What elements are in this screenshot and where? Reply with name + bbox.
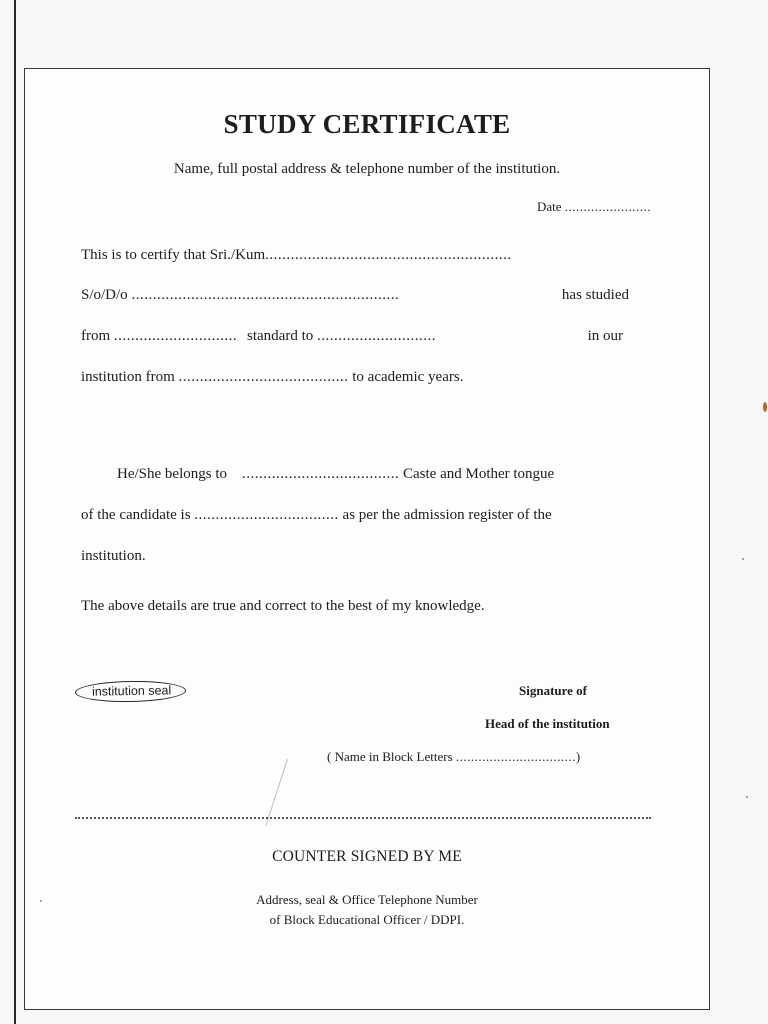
admission-register-label: as per the admission register of the — [342, 507, 552, 523]
candidate-label: of the candidate is — [81, 507, 191, 523]
in-our-text: in our — [587, 328, 623, 344]
date-field[interactable]: ....................... — [564, 199, 651, 214]
scan-speck — [763, 402, 767, 412]
caste-line — [117, 466, 554, 483]
counter-signed-heading: COUNTER SIGNED BY ME — [272, 848, 462, 865]
parent-line — [81, 287, 399, 304]
parent-label: S/o/D/o — [81, 287, 128, 303]
standard-to-field[interactable]: ............................ — [316, 328, 436, 344]
certificate-form — [24, 68, 710, 1010]
belongs-to-label: He/She belongs to — [117, 466, 227, 482]
dotted-divider — [75, 817, 651, 819]
name-block-letters-line — [327, 749, 580, 765]
caste-field[interactable]: ..................................... — [242, 466, 400, 482]
certify-text: This is to certify that Sri./Kum — [81, 247, 266, 263]
academic-years-field[interactable]: ........................................ — [178, 369, 349, 385]
certify-line — [81, 247, 512, 264]
caste-mother-tongue-label: Caste and Mother tongue — [403, 466, 555, 482]
officer-address-line-2: of Block Educational Officer / DDPI. — [269, 912, 465, 927]
signature-label: Signature of — [519, 683, 588, 698]
mother-tongue-line — [81, 507, 552, 524]
head-of-institution-label: Head of the institution — [485, 716, 610, 731]
officer-address-line-1: Address, seal & Office Telephone Number — [256, 892, 478, 907]
institution-from-label: institution from — [81, 369, 175, 385]
from-label: from — [81, 328, 111, 344]
mother-tongue-field[interactable]: .................................. — [194, 507, 339, 523]
scan-speck — [746, 796, 748, 798]
institution-line: institution. — [81, 548, 146, 564]
academic-years-label: to academic years. — [352, 369, 464, 385]
name-block-letters-label: ( Name in Block Letters — [327, 749, 453, 764]
declaration-text: The above details are true and correct to the best of my knowledge. — [81, 598, 485, 614]
standard-to-label: standard to — [247, 328, 314, 344]
page-edge-line — [14, 0, 16, 1024]
scan-speck — [40, 900, 42, 902]
certificate-title: STUDY CERTIFICATE — [223, 109, 511, 139]
pen-stroke-mark — [265, 759, 288, 826]
date-line — [537, 199, 651, 215]
institution-details-heading: Name, full postal address & telephone number of the institution. — [173, 161, 561, 177]
scan-speck — [742, 558, 744, 560]
student-name-field[interactable]: .......................................................... — [265, 247, 512, 263]
name-block-close: ) — [575, 749, 581, 764]
standard-from-line — [81, 328, 237, 345]
standard-to-line — [247, 328, 436, 345]
date-label: Date — [536, 199, 562, 214]
institution-seal-stamp: institution seal — [75, 680, 187, 703]
has-studied-text: has studied — [561, 287, 629, 303]
standard-from-field[interactable]: ............................. — [113, 328, 238, 344]
name-block-letters-field[interactable]: ................................ — [455, 749, 576, 764]
parent-name-field[interactable]: ............................................................... — [131, 287, 400, 303]
academic-years-line — [81, 369, 463, 386]
